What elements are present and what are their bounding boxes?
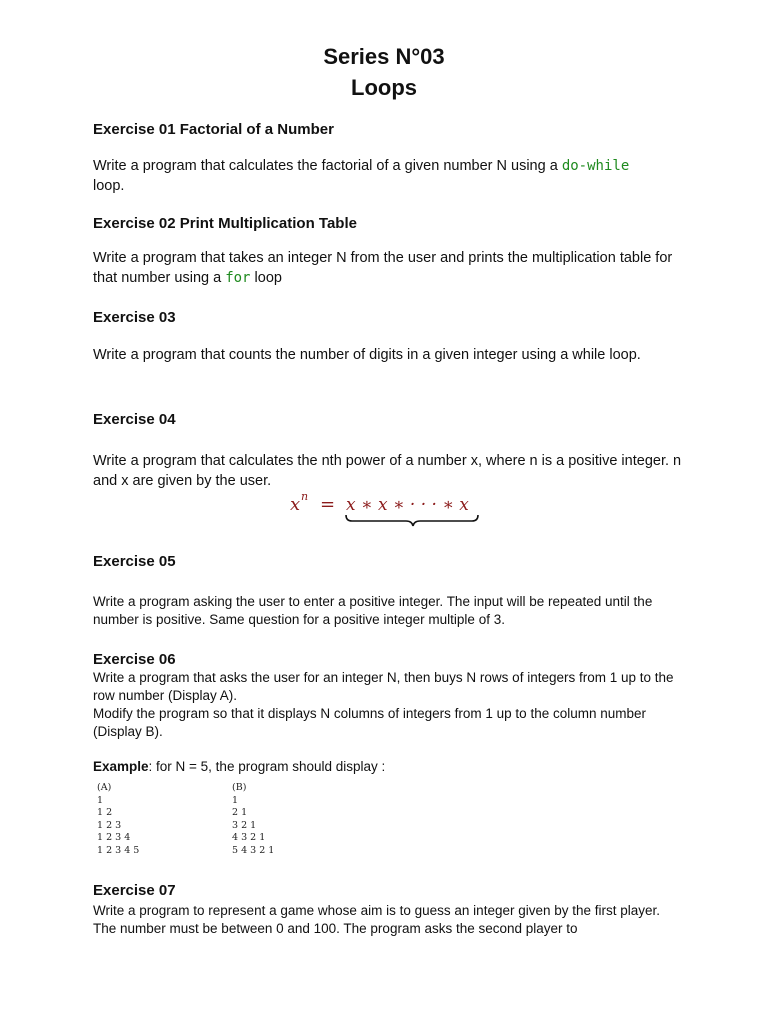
exercise-05-heading: Exercise 05 [93, 553, 176, 570]
series-subtitle: Loops [351, 75, 417, 100]
exercise-03-heading: Exercise 03 [93, 309, 176, 326]
display-b-line: 1 [232, 794, 239, 806]
display-b-line: 3 2 1 [232, 819, 257, 831]
exercise-06-example [93, 758, 683, 776]
example-text: : for N = 5, the program should display : [148, 759, 386, 774]
underbrace-icon [346, 515, 478, 526]
power-formula [280, 488, 490, 528]
display-b-line: 4 3 2 1 [232, 832, 266, 843]
for-code: for [225, 270, 251, 286]
exercise-07-heading: Exercise 07 [93, 882, 176, 899]
exercise-04-heading: Exercise 04 [93, 411, 176, 428]
formula-rhs: x ∗ x ∗ · · · ∗ x [346, 495, 469, 515]
display-b-line: (B) [232, 782, 247, 793]
exercise-02-text [93, 248, 683, 288]
display-a-line: 1 [97, 794, 104, 806]
example-label: Example [93, 759, 149, 774]
exercise-05-text: Write a program asking the user to enter a positive integer. The input will be repeated until the number is positive. Same question for a positive integer multiple of 3. [93, 594, 653, 627]
exercise-07-text: Write a program to represent a game whose aim is to guess an integer given by the first player. The number must be between 0 and 100. The program asks the second player to [93, 903, 661, 936]
exercise-04-text: Write a program that calculates the nth power of a number x, where n is a positive integer. n and x are given by the user. [93, 453, 682, 489]
exercise-01-text-a: Write a program that calculates the factorial of a given number N using a [93, 158, 562, 174]
do-while-code: do-while [561, 158, 630, 174]
display-b-table [232, 782, 274, 857]
exercise-01-text [93, 156, 683, 196]
display-a-line: 1 2 [97, 807, 113, 818]
exercise-03-text: Write a program that counts the number of digits in a given integer using a while loop. [93, 347, 641, 363]
formula-lhs-exp: n [301, 490, 309, 503]
series-title: Series N°03 [323, 44, 445, 69]
exercise-02-heading: Exercise 02 Print Multiplication Table [93, 215, 357, 232]
exercise-02-text-a: Write a program that takes an integer N from the user and prints the multiplication table for that number using a [93, 250, 673, 286]
exercise-06-text-1: Write a program that asks the user for an integer N, then buys N rows of integers from 1 up to the row number (Display A). [93, 670, 674, 703]
display-a-table [97, 782, 139, 857]
display-a-line: 1 2 3 4 5 [97, 844, 140, 856]
exercise-01-heading: Exercise 01 Factorial of a Number [93, 121, 334, 138]
exercise-01-text-b: loop. [93, 178, 125, 194]
display-b-line: 2 1 [232, 807, 248, 818]
display-b-line: 5 4 3 2 1 [232, 844, 275, 856]
display-a-line: 1 2 3 [97, 819, 122, 831]
exercise-06-text-2: Modify the program so that it displays N columns of integers from 1 up to the column number (Display B). [93, 706, 647, 739]
formula-equals: = [320, 494, 336, 515]
display-a-line: (A) [97, 782, 112, 793]
exercise-06-heading: Exercise 06 [93, 651, 176, 668]
display-a-line: 1 2 3 4 [97, 832, 131, 843]
exercise-02-text-b: loop [250, 270, 282, 286]
formula-lhs-base: x [290, 494, 301, 515]
